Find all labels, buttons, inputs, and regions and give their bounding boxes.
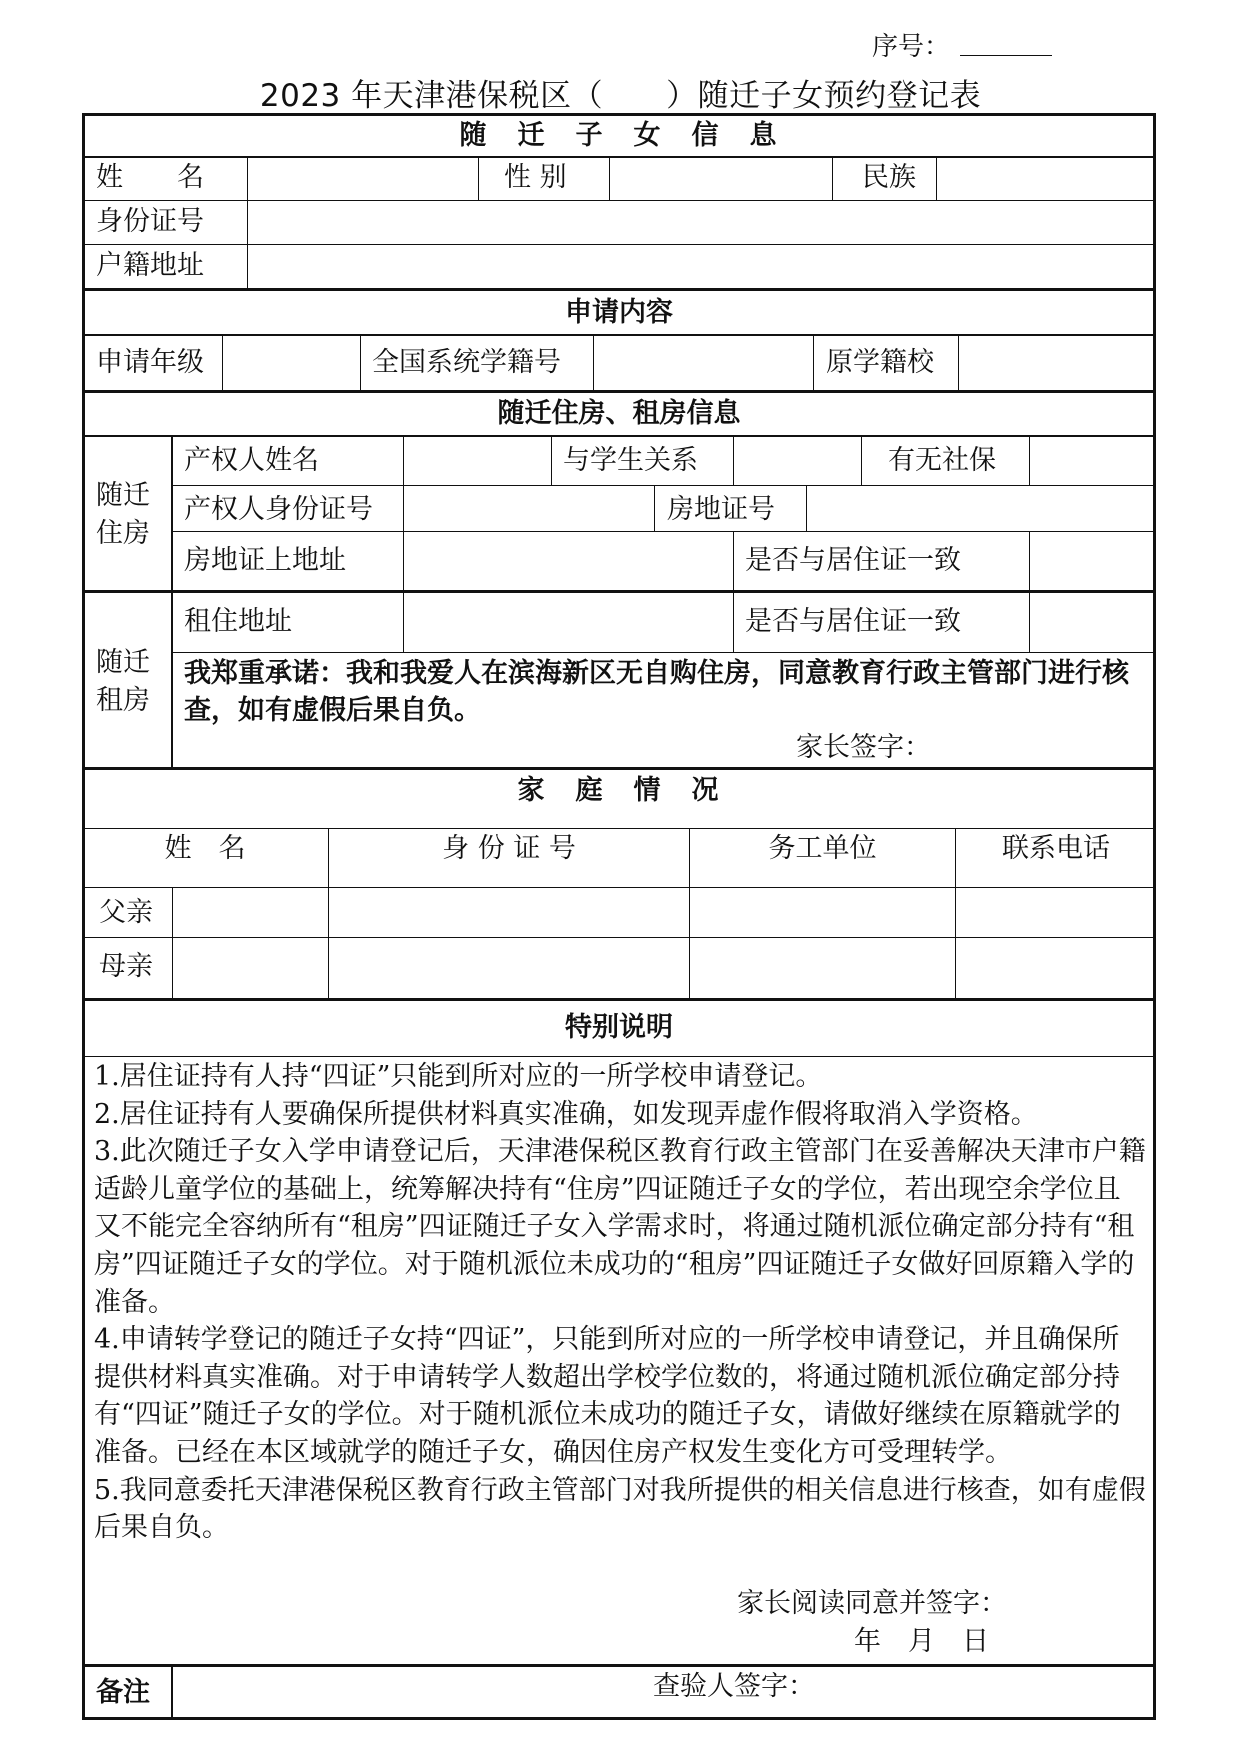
gender-field[interactable] <box>619 160 824 196</box>
rule <box>172 652 1156 653</box>
father-name-field[interactable] <box>180 892 320 932</box>
rule <box>733 532 734 590</box>
date-label: 年 月 日 <box>854 1626 989 1657</box>
father-phone-field[interactable] <box>963 892 1148 932</box>
deed-address-label: 房地证上地址 <box>184 545 346 576</box>
note-item: 3.此次随迁子女入学申请登记后，天津港保税区教育行政主管部门在妥善解决天津市户籍适龄儿童学位的基础上，统筹解决持有“住房”四证随迁子女的学位，若出现空余学位且又不能完全容纳所有“租房”四证随迁子女入学需求时，将通过随机派位确定部分持有“租房”四证随迁子女的学位。对于随机派位未成功的“租房”四证随迁子女做好回原籍入学的准备。 <box>94 1136 1146 1318</box>
note-item: 1.居住证持有人持“四证”只能到所对应的一所学校申请登记。 <box>94 1061 823 1092</box>
original-school-field[interactable] <box>968 342 1143 382</box>
rule <box>82 244 1156 245</box>
rule <box>82 887 1156 888</box>
inspector-signature-label: 查验人签字： <box>653 1671 815 1702</box>
notes-list <box>94 1058 1146 1547</box>
ethnicity-field[interactable] <box>946 160 1146 196</box>
family-col-employer: 务工单位 <box>768 833 877 864</box>
relation-label: 与学生关系 <box>563 445 698 476</box>
rule <box>813 335 814 390</box>
section-heading-application: 申请内容 <box>565 297 673 328</box>
rule <box>82 828 1156 829</box>
housing-promise-statement: 我郑重承诺：我和我爱人在滨海新区无自购住房，同意教育行政主管部门进行核查，如有虚假后果自负。 <box>184 658 1129 726</box>
rule <box>171 1666 173 1718</box>
rule <box>172 531 1156 532</box>
rule <box>733 593 734 652</box>
rule <box>654 486 655 531</box>
mother-name-field[interactable] <box>180 944 320 990</box>
rule <box>936 157 937 200</box>
rule <box>551 436 552 485</box>
hukou-address-label: 户籍地址 <box>96 250 204 281</box>
section-heading-child-info: 随 迁 子 女 信 息 <box>459 120 779 151</box>
deed-address-field[interactable] <box>413 538 723 584</box>
rule <box>82 767 1156 770</box>
rule <box>82 435 1156 437</box>
owner-name-label: 产权人姓名 <box>184 445 319 476</box>
family-col-name: 姓 名 <box>164 833 246 864</box>
rule <box>360 335 361 390</box>
name-label: 姓 名 <box>96 162 204 193</box>
rule <box>478 157 479 200</box>
father-row-label: 父亲 <box>99 897 153 928</box>
rule <box>806 486 807 531</box>
rule <box>82 288 1156 291</box>
mother-id-field[interactable] <box>336 944 681 990</box>
rule <box>247 157 248 288</box>
rented-housing-group-label: 随迁 租房 <box>96 647 150 716</box>
grade-label: 申请年级 <box>96 347 204 378</box>
national-student-id-field[interactable] <box>603 342 803 382</box>
rule <box>1029 436 1030 485</box>
section-heading-notes: 特别说明 <box>565 1012 673 1043</box>
remark-field[interactable] <box>180 1672 640 1712</box>
section-heading-housing: 随迁住房、租房信息 <box>497 398 741 429</box>
father-id-field[interactable] <box>336 892 681 932</box>
rule <box>832 157 833 200</box>
form-title: 2023 年天津港保税区（ ）随迁子女预约登记表 <box>259 78 982 114</box>
rule <box>172 485 1156 486</box>
id-number-label: 身份证号 <box>96 206 204 237</box>
deed-number-label: 房地证号 <box>667 494 775 525</box>
rule <box>82 390 1156 393</box>
national-student-id-label: 全国系统学籍号 <box>372 347 561 378</box>
rule <box>82 1056 1156 1057</box>
rule <box>82 1664 1156 1667</box>
rule <box>82 334 1156 336</box>
parent-read-signature-label: 家长阅读同意并签字： <box>737 1588 1007 1619</box>
owner-id-label: 产权人身份证号 <box>184 494 373 525</box>
rule <box>82 998 1156 1001</box>
note-item: 2.居住证持有人要确保所提供材料真实准确，如发现弄虚作假将取消入学资格。 <box>94 1098 1038 1130</box>
rule <box>609 157 610 200</box>
name-field[interactable] <box>258 160 468 196</box>
deed-match-residence-label: 是否与居住证一致 <box>745 545 961 576</box>
deed-number-field[interactable] <box>816 490 1144 526</box>
remark-label: 备注 <box>96 1677 150 1708</box>
rule <box>733 436 734 485</box>
original-school-label: 原学籍校 <box>826 347 934 378</box>
mother-row-label: 母亲 <box>99 951 153 982</box>
rule <box>82 590 1156 593</box>
mother-employer-field[interactable] <box>697 944 947 990</box>
gender-label: 性 别 <box>504 162 567 193</box>
ethnicity-label: 民族 <box>862 162 916 193</box>
social-security-label: 有无社保 <box>888 445 996 476</box>
grade-field[interactable] <box>232 342 352 382</box>
rule <box>171 436 173 768</box>
mother-phone-field[interactable] <box>963 944 1148 990</box>
rent-address-label: 租住地址 <box>184 606 292 637</box>
rent-match-residence-label: 是否与居住证一致 <box>745 606 961 637</box>
rule <box>958 335 959 390</box>
rule <box>82 937 1156 938</box>
rule <box>1029 532 1030 590</box>
owner-id-field[interactable] <box>413 490 648 526</box>
section-heading-family: 家 庭 情 况 <box>517 775 721 806</box>
hukou-address-field[interactable] <box>258 248 1138 284</box>
owned-housing-group-label: 随迁 住房 <box>96 480 150 549</box>
rule <box>1029 593 1030 652</box>
note-item: 4.申请转学登记的随迁子女持“四证”，只能到所对应的一所学校申请登记，并且确保所提供材料真实准确。对于申请转学人数超出学校学位数的，将通过随机派位确定部分持有“四证”随迁子女的学位。对于随机派位未成功的随迁子女，请做好继续在原籍就学的准备。已经在本区域就学的随迁子女，确因住房产权发生变化方可受理转学。 <box>94 1324 1121 1468</box>
rule <box>82 200 1156 201</box>
note-item: 5.我同意委托天津港保税区教育行政主管部门对我所提供的相关信息进行核查，如有虚假后果自负。 <box>94 1474 1146 1544</box>
deed-match-residence-field[interactable] <box>1039 538 1144 584</box>
rent-address-field[interactable] <box>413 600 723 646</box>
rule <box>222 335 223 390</box>
owner-name-field[interactable] <box>413 442 543 480</box>
rule <box>82 156 1156 158</box>
rule <box>593 335 594 390</box>
social-security-field[interactable] <box>1039 442 1144 480</box>
id-number-field[interactable] <box>258 204 1138 240</box>
father-employer-field[interactable] <box>697 892 947 932</box>
rule <box>403 436 404 652</box>
family-col-phone: 联系电话 <box>1002 833 1110 864</box>
family-col-id: 身 份 证 号 <box>442 833 576 864</box>
serial-number-field[interactable] <box>960 55 1052 56</box>
parent-signature-label: 家长签字： <box>796 732 931 763</box>
rule <box>172 888 173 998</box>
relation-field[interactable] <box>743 442 853 480</box>
rent-match-residence-field[interactable] <box>1039 600 1144 646</box>
serial-number-label: 序号： <box>872 32 951 62</box>
rule <box>861 436 862 485</box>
